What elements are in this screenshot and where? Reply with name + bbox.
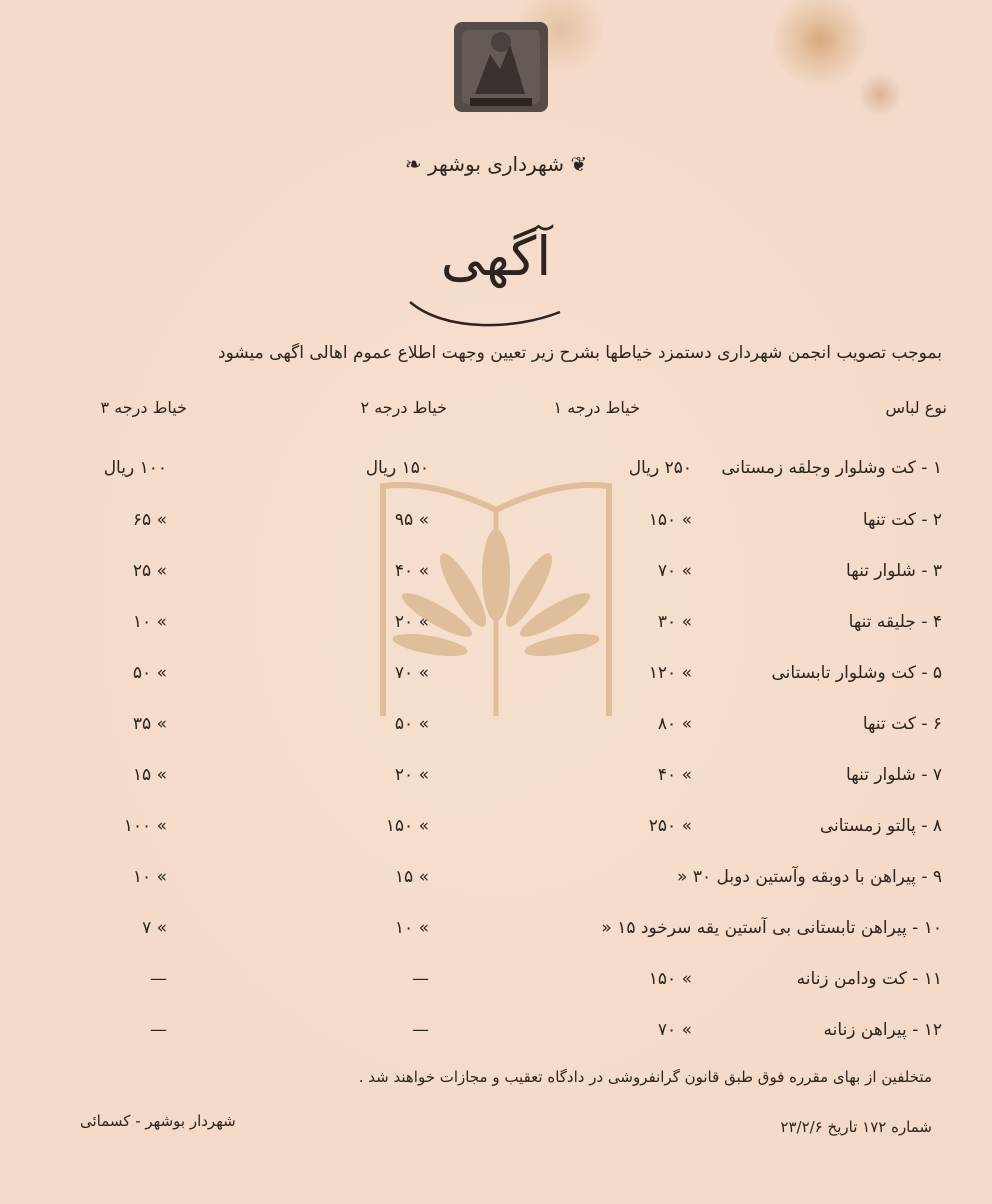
grade1-price: ۸۰ « <box>657 714 692 734</box>
item-name: ۲ - کت تنها <box>862 510 942 530</box>
header-text: شهرداری بوشهر <box>427 152 565 176</box>
table-row <box>0 969 992 999</box>
grade1-price: ۲۵۰ « <box>648 816 692 836</box>
ornament-icon: ❧ <box>404 152 428 176</box>
mayor-signature: شهردار بوشهر - کسمائی <box>80 1112 236 1130</box>
footer-note: متخلفین از بهای مقرره فوق طبق قانون گرانفروشی در دادگاه تعقیب و مجازات خواهند شد . <box>358 1068 932 1086</box>
table-row <box>0 867 992 897</box>
grade1-price: ۳۰ « <box>657 612 692 632</box>
grade2-price: ۲۰ « <box>394 612 429 632</box>
item-name: ۵ - کت وشلوار تابستانی <box>771 663 942 683</box>
municipality-header <box>0 152 992 176</box>
grade2-price: ۷۰ « <box>394 663 429 683</box>
item-name: ۶ - کت تنها <box>862 714 942 734</box>
grade2-price: ۴۰ « <box>394 561 429 581</box>
grade1-price: ۷۰ « <box>657 561 692 581</box>
grade3-price: ۵۰ « <box>132 663 167 683</box>
grade3-price: ۳۵ « <box>132 714 167 734</box>
emblem-seal <box>450 14 552 118</box>
grade2-price: — <box>412 969 429 989</box>
grade2-price: ۵۰ « <box>394 714 429 734</box>
item-name: ۷ - شلوار تنها <box>846 765 942 785</box>
grade3-price: — <box>150 1020 167 1040</box>
table-row <box>0 816 992 846</box>
table-row <box>0 1020 992 1050</box>
grade2-price: ۱۰ « <box>394 918 429 938</box>
item-name: ۴ - جلیقه تنها <box>848 612 942 632</box>
column-header-type: نوع لباس <box>885 398 947 417</box>
grade3-price: ۱۰ « <box>132 867 167 887</box>
grade3-price: ۱۰۰ « <box>123 816 167 836</box>
grade2-price: ۱۵۰ « <box>385 816 429 836</box>
table-row <box>0 918 992 948</box>
item-name: ۱۰ - پیراهن تابستانی بی آستین یقه سرخود ۱۵ « <box>601 918 942 938</box>
grade3-price: ۱۵ « <box>132 765 167 785</box>
grade2-price: ۹۵ « <box>394 510 429 530</box>
column-header-grade1: خیاط درجه ۱ <box>553 398 640 417</box>
grade1-price: ۲۵۰ ریال <box>628 458 692 478</box>
notice-number-date: شماره ۱۷۲ تاریخ ۲۳/۲/۶ <box>780 1118 932 1136</box>
grade3-price: ۶۵ « <box>132 510 167 530</box>
column-header-grade3: خیاط درجه ۳ <box>100 398 187 417</box>
item-name: ۱۲ - پیراهن زنانه <box>823 1020 942 1040</box>
table-row <box>0 765 992 795</box>
item-name: ۹ - پیراهن با دوبقه وآستین دوبل ۳۰ « <box>677 867 942 887</box>
grade1-price: ۴۰ « <box>657 765 692 785</box>
column-header-grade2: خیاط درجه ۲ <box>360 398 447 417</box>
grade3-price: ۲۵ « <box>132 561 167 581</box>
notice-title: آگهی <box>440 225 552 288</box>
grade3-price: ۱۰۰ ریال <box>103 458 167 478</box>
grade1-price: ۷۰ « <box>657 1020 692 1040</box>
item-name: ۸ - پالتو زمستانی <box>819 816 942 836</box>
grade3-price: — <box>150 969 167 989</box>
grade2-price: ۱۵ « <box>394 867 429 887</box>
item-name: ۱۱ - کت ودامن زنانه <box>796 969 942 989</box>
intro-text: بموجب تصویب انجمن شهرداری دستمزد خیاطها بشرح زیر تعیین وجهت اطلاع عموم اهالی اگهی میشود <box>218 343 942 363</box>
archive-watermark <box>375 480 617 724</box>
grade3-price: ۱۰ « <box>132 612 167 632</box>
item-name: ۳ - شلوار تنها <box>846 561 942 581</box>
grade2-price: — <box>412 1020 429 1040</box>
grade1-price: ۱۵۰ « <box>648 969 692 989</box>
item-name: ۱ - کت وشلوار وجلقه زمستانی <box>721 458 942 478</box>
grade3-price: ۷ « <box>142 918 167 938</box>
grade2-price: ۲۰ « <box>394 765 429 785</box>
ornament-icon: ❦ <box>564 152 588 176</box>
title-flourish <box>405 292 565 332</box>
grade1-price: ۱۵۰ « <box>648 510 692 530</box>
grade1-price: ۱۲۰ « <box>648 663 692 683</box>
grade2-price: ۱۵۰ ریال <box>365 458 429 478</box>
